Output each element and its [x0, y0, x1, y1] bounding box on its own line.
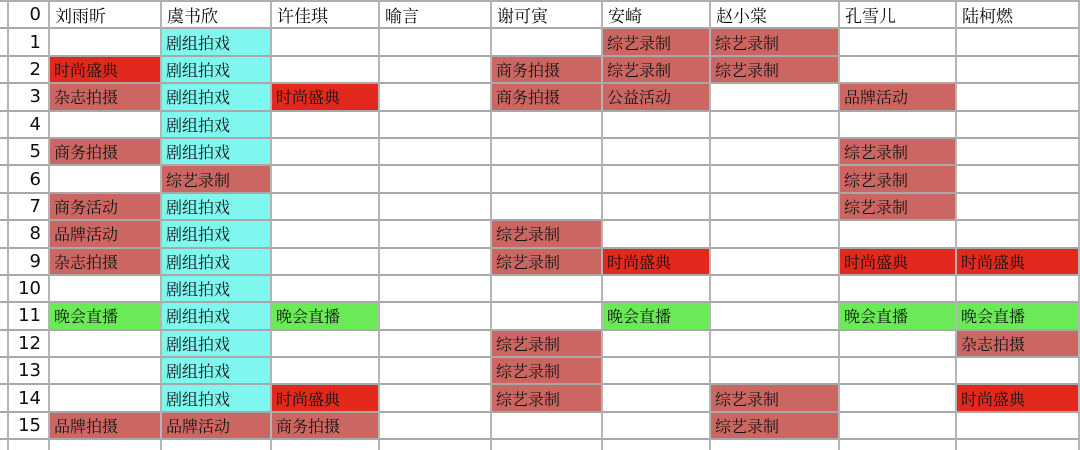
- empty-cell[interactable]: [840, 331, 957, 358]
- empty-cell[interactable]: [957, 84, 1080, 111]
- schedule-cell[interactable]: 综艺录制: [492, 331, 603, 358]
- left-edge-sliver-cell: [0, 112, 9, 139]
- corner-row-number[interactable]: 0: [9, 2, 50, 29]
- schedule-cell[interactable]: 商务拍摄: [492, 57, 603, 84]
- row-number[interactable]: 5: [9, 139, 50, 166]
- schedule-cell[interactable]: 综艺录制: [840, 194, 957, 221]
- row-number[interactable]: 11: [9, 303, 50, 330]
- empty-cell[interactable]: [492, 166, 603, 193]
- empty-cell[interactable]: [272, 276, 380, 303]
- empty-cell[interactable]: [711, 139, 840, 166]
- empty-cell[interactable]: [840, 29, 957, 56]
- schedule-cell[interactable]: 剧组拍戏: [162, 358, 272, 385]
- empty-cell[interactable]: [50, 276, 162, 303]
- empty-cell[interactable]: [603, 139, 711, 166]
- left-edge-sliver-cell: [0, 221, 9, 248]
- schedule-cell[interactable]: 杂志拍摄: [50, 249, 162, 276]
- empty-cell[interactable]: [603, 440, 711, 450]
- schedule-cell[interactable]: 综艺录制: [492, 358, 603, 385]
- empty-cell[interactable]: [272, 440, 380, 450]
- row-number[interactable]: [9, 440, 50, 450]
- empty-cell[interactable]: [380, 303, 492, 330]
- empty-cell[interactable]: [380, 194, 492, 221]
- schedule-cell[interactable]: 剧组拍戏: [162, 385, 272, 412]
- schedule-cell[interactable]: 剧组拍戏: [162, 221, 272, 248]
- schedule-cell[interactable]: 品牌拍摄: [50, 413, 162, 440]
- empty-cell[interactable]: [711, 166, 840, 193]
- empty-cell[interactable]: [50, 166, 162, 193]
- empty-cell[interactable]: [492, 413, 603, 440]
- row-number[interactable]: 4: [9, 112, 50, 139]
- empty-cell[interactable]: [380, 331, 492, 358]
- empty-cell[interactable]: [840, 385, 957, 412]
- empty-cell[interactable]: [711, 221, 840, 248]
- empty-cell[interactable]: [957, 112, 1080, 139]
- left-edge-sliver-cell: [0, 29, 9, 56]
- left-edge-sliver-cell: [0, 84, 9, 111]
- schedule-cell[interactable]: 剧组拍戏: [162, 194, 272, 221]
- schedule-cell[interactable]: 时尚盛典: [272, 385, 380, 412]
- row-number[interactable]: 6: [9, 166, 50, 193]
- schedule-cell[interactable]: 品牌活动: [162, 413, 272, 440]
- empty-cell[interactable]: [957, 139, 1080, 166]
- empty-cell[interactable]: [711, 249, 840, 276]
- column-header-9[interactable]: 陆柯燃: [957, 2, 1080, 29]
- left-edge-sliver-cell: [0, 139, 9, 166]
- row-number[interactable]: 15: [9, 413, 50, 440]
- row-number[interactable]: 8: [9, 221, 50, 248]
- empty-cell[interactable]: [380, 112, 492, 139]
- empty-cell[interactable]: [380, 385, 492, 412]
- empty-cell[interactable]: [603, 194, 711, 221]
- empty-cell[interactable]: [50, 331, 162, 358]
- row-number[interactable]: 2: [9, 57, 50, 84]
- empty-cell[interactable]: [380, 440, 492, 450]
- row-number[interactable]: 14: [9, 385, 50, 412]
- schedule-cell[interactable]: 杂志拍摄: [50, 84, 162, 111]
- empty-cell[interactable]: [272, 166, 380, 193]
- empty-cell[interactable]: [840, 221, 957, 248]
- empty-cell[interactable]: [840, 276, 957, 303]
- left-edge-sliver-cell: [0, 331, 9, 358]
- empty-cell[interactable]: [957, 276, 1080, 303]
- schedule-cell[interactable]: 综艺录制: [711, 29, 840, 56]
- schedule-cell[interactable]: 品牌活动: [840, 84, 957, 111]
- schedule-cell[interactable]: 综艺录制: [711, 57, 840, 84]
- empty-cell[interactable]: [711, 358, 840, 385]
- schedule-cell[interactable]: 晚会直播: [840, 303, 957, 330]
- schedule-cell[interactable]: 晚会直播: [272, 303, 380, 330]
- schedule-cell[interactable]: 剧组拍戏: [162, 139, 272, 166]
- empty-cell[interactable]: [492, 440, 603, 450]
- schedule-cell[interactable]: 剧组拍戏: [162, 249, 272, 276]
- empty-cell[interactable]: [603, 358, 711, 385]
- empty-cell[interactable]: [957, 358, 1080, 385]
- schedule-cell[interactable]: 剧组拍戏: [162, 57, 272, 84]
- left-edge-sliver-cell: [0, 57, 9, 84]
- column-header-2[interactable]: 虞书欣: [162, 2, 272, 29]
- empty-cell[interactable]: [957, 29, 1080, 56]
- schedule-cell[interactable]: 综艺录制: [840, 166, 957, 193]
- empty-cell[interactable]: [272, 29, 380, 56]
- empty-cell[interactable]: [50, 112, 162, 139]
- left-edge-sliver-cell: [0, 358, 9, 385]
- empty-cell[interactable]: [711, 112, 840, 139]
- empty-cell[interactable]: [711, 440, 840, 450]
- schedule-cell[interactable]: 综艺录制: [840, 139, 957, 166]
- empty-cell[interactable]: [272, 112, 380, 139]
- column-header-7[interactable]: 赵小棠: [711, 2, 840, 29]
- schedule-cell[interactable]: 时尚盛典: [272, 84, 380, 111]
- empty-cell[interactable]: [957, 166, 1080, 193]
- left-edge-sliver-cell: [0, 276, 9, 303]
- empty-cell[interactable]: [711, 84, 840, 111]
- empty-cell[interactable]: [162, 440, 272, 450]
- empty-cell[interactable]: [50, 29, 162, 56]
- empty-cell[interactable]: [380, 29, 492, 56]
- empty-cell[interactable]: [711, 194, 840, 221]
- empty-cell[interactable]: [603, 221, 711, 248]
- schedule-cell[interactable]: 商务拍摄: [272, 413, 380, 440]
- empty-cell[interactable]: [380, 221, 492, 248]
- left-edge-sliver-cell: [0, 413, 9, 440]
- empty-cell[interactable]: [603, 166, 711, 193]
- empty-cell[interactable]: [272, 139, 380, 166]
- empty-cell[interactable]: [603, 331, 711, 358]
- schedule-cell[interactable]: 综艺录制: [492, 221, 603, 248]
- schedule-cell[interactable]: 公益活动: [603, 84, 711, 111]
- schedule-cell[interactable]: 杂志拍摄: [957, 331, 1080, 358]
- row-number[interactable]: 3: [9, 84, 50, 111]
- empty-cell[interactable]: [957, 440, 1080, 450]
- empty-cell[interactable]: [272, 358, 380, 385]
- schedule-cell[interactable]: 晚会直播: [957, 303, 1080, 330]
- empty-cell[interactable]: [603, 112, 711, 139]
- empty-cell[interactable]: [272, 331, 380, 358]
- left-edge-sliver-cell: [0, 440, 9, 450]
- left-edge-sliver-cell: [0, 249, 9, 276]
- empty-cell[interactable]: [272, 57, 380, 84]
- empty-cell[interactable]: [492, 112, 603, 139]
- empty-cell[interactable]: [272, 249, 380, 276]
- row-number[interactable]: 9: [9, 249, 50, 276]
- column-header-1[interactable]: 刘雨昕: [50, 2, 162, 29]
- column-header-6[interactable]: 安崎: [603, 2, 711, 29]
- row-number[interactable]: 1: [9, 29, 50, 56]
- schedule-cell[interactable]: 商务拍摄: [50, 139, 162, 166]
- schedule-cell[interactable]: 剧组拍戏: [162, 29, 272, 56]
- schedule-cell[interactable]: 时尚盛典: [957, 249, 1080, 276]
- empty-cell[interactable]: [380, 358, 492, 385]
- empty-cell[interactable]: [603, 385, 711, 412]
- empty-cell[interactable]: [492, 303, 603, 330]
- left-edge-sliver-cell: [0, 303, 9, 330]
- schedule-cell[interactable]: 剧组拍戏: [162, 331, 272, 358]
- empty-cell[interactable]: [711, 276, 840, 303]
- empty-cell[interactable]: [380, 413, 492, 440]
- schedule-cell[interactable]: 综艺录制: [711, 413, 840, 440]
- empty-cell[interactable]: [380, 84, 492, 111]
- column-header-4[interactable]: 喻言: [380, 2, 492, 29]
- empty-cell[interactable]: [50, 440, 162, 450]
- schedule-cell[interactable]: 时尚盛典: [957, 385, 1080, 412]
- empty-cell[interactable]: [957, 194, 1080, 221]
- empty-cell[interactable]: [840, 358, 957, 385]
- column-header-5[interactable]: 谢可寅: [492, 2, 603, 29]
- schedule-cell[interactable]: 综艺录制: [603, 57, 711, 84]
- empty-cell[interactable]: [380, 139, 492, 166]
- empty-cell[interactable]: [957, 221, 1080, 248]
- empty-cell[interactable]: [492, 276, 603, 303]
- left-edge-sliver-cell: [0, 194, 9, 221]
- schedule-cell[interactable]: 商务拍摄: [492, 84, 603, 111]
- schedule-cell[interactable]: 剧组拍戏: [162, 276, 272, 303]
- empty-cell[interactable]: [380, 276, 492, 303]
- empty-cell[interactable]: [272, 194, 380, 221]
- schedule-cell[interactable]: 商务活动: [50, 194, 162, 221]
- schedule-cell[interactable]: 晚会直播: [50, 303, 162, 330]
- schedule-cell[interactable]: 时尚盛典: [603, 249, 711, 276]
- empty-cell[interactable]: [711, 303, 840, 330]
- schedule-cell[interactable]: 综艺录制: [711, 385, 840, 412]
- schedule-cell[interactable]: 综艺录制: [162, 166, 272, 193]
- empty-cell[interactable]: [492, 194, 603, 221]
- left-edge-sliver-cell: [0, 166, 9, 193]
- empty-cell[interactable]: [957, 413, 1080, 440]
- schedule-cell[interactable]: 剧组拍戏: [162, 112, 272, 139]
- schedule-cell[interactable]: 品牌活动: [50, 221, 162, 248]
- empty-cell[interactable]: [603, 276, 711, 303]
- row-number[interactable]: 13: [9, 358, 50, 385]
- empty-cell[interactable]: [840, 57, 957, 84]
- schedule-cell[interactable]: 剧组拍戏: [162, 84, 272, 111]
- empty-cell[interactable]: [603, 413, 711, 440]
- schedule-cell[interactable]: 晚会直播: [603, 303, 711, 330]
- empty-cell[interactable]: [380, 57, 492, 84]
- schedule-cell[interactable]: 综艺录制: [492, 249, 603, 276]
- schedule-cell[interactable]: 综艺录制: [492, 385, 603, 412]
- column-header-8[interactable]: 孔雪儿: [840, 2, 957, 29]
- empty-cell[interactable]: [492, 139, 603, 166]
- empty-cell[interactable]: [380, 249, 492, 276]
- schedule-cell[interactable]: 剧组拍戏: [162, 303, 272, 330]
- row-number[interactable]: 7: [9, 194, 50, 221]
- empty-cell[interactable]: [50, 358, 162, 385]
- schedule-cell[interactable]: 时尚盛典: [50, 57, 162, 84]
- schedule-cell[interactable]: 综艺录制: [603, 29, 711, 56]
- empty-cell[interactable]: [840, 413, 957, 440]
- row-number[interactable]: 12: [9, 331, 50, 358]
- empty-cell[interactable]: [711, 331, 840, 358]
- schedule-cell[interactable]: 时尚盛典: [840, 249, 957, 276]
- empty-cell[interactable]: [492, 29, 603, 56]
- empty-cell[interactable]: [957, 57, 1080, 84]
- empty-cell[interactable]: [380, 166, 492, 193]
- empty-cell[interactable]: [272, 221, 380, 248]
- column-header-3[interactable]: 许佳琪: [272, 2, 380, 29]
- empty-cell[interactable]: [840, 112, 957, 139]
- empty-cell[interactable]: [840, 440, 957, 450]
- left-edge-sliver-cell: [0, 2, 9, 29]
- left-edge-sliver-cell: [0, 385, 9, 412]
- row-number[interactable]: 10: [9, 276, 50, 303]
- empty-cell[interactable]: [50, 385, 162, 412]
